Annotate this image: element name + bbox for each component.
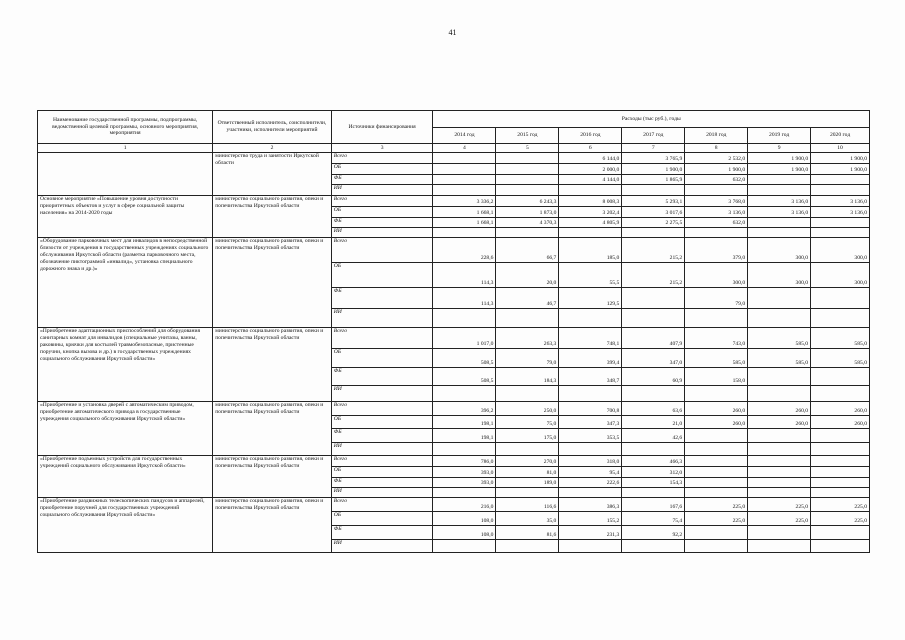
expense-value-cell xyxy=(748,540,811,553)
expense-value-cell xyxy=(748,478,811,488)
expense-value-cell: 1 900,0 xyxy=(811,153,870,164)
expense-value-cell xyxy=(748,309,811,328)
expense-value-cell xyxy=(559,309,622,328)
program-name-cell: «Приобретение подъемных устройств для государственных учреждений социального обслуживания Иркутской области» xyxy=(38,456,213,498)
column-index: 9 xyxy=(748,144,811,153)
expense-value-cell: 46,7 xyxy=(496,288,559,309)
expense-value-cell xyxy=(811,288,870,309)
expense-value-cell xyxy=(811,368,870,386)
expense-value-cell: 225,0 xyxy=(748,512,811,526)
expense-value-cell xyxy=(433,185,496,196)
expense-value-cell: 189,0 xyxy=(496,478,559,488)
funding-source-cell: ОБ xyxy=(331,467,433,478)
expense-value-cell: 260,0 xyxy=(685,416,748,429)
expense-value-cell: 215,2 xyxy=(622,263,685,288)
expense-value-cell: 4 805,9 xyxy=(559,218,622,228)
expense-value-cell: 2 275,5 xyxy=(622,218,685,228)
expense-value-cell xyxy=(622,540,685,553)
header-year-2017: 2017 год xyxy=(622,128,685,144)
expense-value-cell: 114,3 xyxy=(433,263,496,288)
executor-cell: министерство социального развития, опеки и попечительства Иркутской области xyxy=(213,328,332,402)
column-index: 1 xyxy=(38,144,213,153)
expense-value-cell: 3 136,0 xyxy=(748,207,811,218)
executor-cell: министерство социального развития, опеки и попечительства Иркутской области xyxy=(213,456,332,498)
expense-value-cell: 3 765,9 xyxy=(622,153,685,164)
funding-source-cell: ИИ xyxy=(331,540,433,553)
expense-value-cell: 108,0 xyxy=(433,512,496,526)
expense-value-cell: 585,0 xyxy=(811,328,870,349)
table-row xyxy=(38,498,870,512)
funding-source-cell: ИИ xyxy=(331,488,433,498)
expense-value-cell: 95,4 xyxy=(559,467,622,478)
header-program-name: Наименование государственной программы, подпрограммы, ведомственной целевой программы, основного мероприятия, мероприятия xyxy=(38,111,213,144)
expense-value-cell: 108,0 xyxy=(433,526,496,540)
expense-value-cell: 3 136,0 xyxy=(811,196,870,207)
expense-value-cell: 393,0 xyxy=(433,478,496,488)
expense-value-cell xyxy=(685,526,748,540)
expense-value-cell xyxy=(433,488,496,498)
expense-value-cell xyxy=(811,429,870,443)
expense-value-cell: 263,3 xyxy=(496,328,559,349)
expense-value-cell: 175,0 xyxy=(496,429,559,443)
expense-value-cell xyxy=(559,185,622,196)
funding-source-cell: ИИ xyxy=(331,185,433,196)
expense-value-cell: 508,5 xyxy=(433,368,496,386)
expense-value-cell: 158,0 xyxy=(685,368,748,386)
column-index: 3 xyxy=(331,144,433,153)
expense-value-cell: 5 293,1 xyxy=(622,196,685,207)
header-executor: Ответственный исполнитель, соисполнители, участники, исполнители мероприятий xyxy=(213,111,332,144)
expense-value-cell: 228,6 xyxy=(433,238,496,263)
expense-value-cell: 1 900,0 xyxy=(748,164,811,175)
expense-value-cell: 1 873,0 xyxy=(496,207,559,218)
expense-value-cell: 585,0 xyxy=(748,349,811,368)
expense-value-cell xyxy=(433,443,496,456)
funding-source-cell: ФБ xyxy=(331,429,433,443)
expense-value-cell: 198,1 xyxy=(433,416,496,429)
expense-value-cell xyxy=(622,443,685,456)
program-name-cell: «Приобретение раздвижных телескопических пандусов и аппарелей, приобретение поручней для государственных учреждений социального обслуживания Иркутской области» xyxy=(38,498,213,553)
expense-value-cell: 585,0 xyxy=(811,349,870,368)
expense-value-cell xyxy=(811,488,870,498)
expense-value-cell: 260,0 xyxy=(685,402,748,416)
funding-source-cell: ОБ xyxy=(331,207,433,218)
expense-value-cell: 60,9 xyxy=(622,368,685,386)
expense-value-cell: 6 243,3 xyxy=(496,196,559,207)
expense-value-cell: 79,0 xyxy=(496,349,559,368)
funding-source-cell: ИИ xyxy=(331,443,433,456)
expense-value-cell xyxy=(496,488,559,498)
funding-source-cell: ФБ xyxy=(331,175,433,185)
expense-value-cell: 81,6 xyxy=(496,526,559,540)
expense-value-cell: 66,7 xyxy=(496,238,559,263)
expense-value-cell: 225,0 xyxy=(748,498,811,512)
header-funding-source: Источники финансирования xyxy=(331,111,433,144)
expense-value-cell xyxy=(433,540,496,553)
expense-value-cell xyxy=(748,456,811,467)
expense-value-cell: 81,0 xyxy=(496,467,559,478)
funding-source-cell: ИИ xyxy=(331,228,433,238)
funding-source-cell: ФБ xyxy=(331,526,433,540)
funding-source-cell: ИИ xyxy=(331,309,433,328)
expense-value-cell xyxy=(685,488,748,498)
expense-value-cell: 42,6 xyxy=(622,429,685,443)
expense-value-cell xyxy=(685,185,748,196)
expense-value-cell: 260,0 xyxy=(748,402,811,416)
expense-value-cell: 300,0 xyxy=(811,238,870,263)
page-number: 41 xyxy=(448,28,457,37)
expense-value-cell: 114,3 xyxy=(433,288,496,309)
expense-value-cell: 632,0 xyxy=(685,175,748,185)
expense-value-cell: 347,0 xyxy=(622,349,685,368)
expense-value-cell xyxy=(748,429,811,443)
expense-value-cell: 3 017,6 xyxy=(622,207,685,218)
expense-value-cell: 1 668,1 xyxy=(433,218,496,228)
expense-value-cell xyxy=(559,386,622,402)
expense-value-cell: 700,8 xyxy=(559,402,622,416)
expense-value-cell: 167,6 xyxy=(622,498,685,512)
expense-value-cell: 1 865,9 xyxy=(622,175,685,185)
expense-value-cell: 396,2 xyxy=(433,402,496,416)
expense-value-cell: 225,0 xyxy=(811,498,870,512)
expense-value-cell xyxy=(811,218,870,228)
expense-value-cell xyxy=(433,309,496,328)
expense-value-cell: 79,0 xyxy=(685,288,748,309)
expense-value-cell: 386,3 xyxy=(559,498,622,512)
expense-value-cell xyxy=(748,488,811,498)
header-year-2019: 2019 год xyxy=(748,128,811,144)
funding-source-cell: Всего xyxy=(331,153,433,164)
expense-value-cell xyxy=(685,443,748,456)
expense-value-cell xyxy=(496,309,559,328)
column-index: 4 xyxy=(433,144,496,153)
column-index: 6 xyxy=(559,144,622,153)
expense-value-cell xyxy=(559,540,622,553)
header-expenses-group: Расходы (тыс руб.), годы xyxy=(433,111,870,128)
expense-value-cell: 215,2 xyxy=(622,238,685,263)
expense-value-cell xyxy=(748,467,811,478)
expense-value-cell: 21,0 xyxy=(622,416,685,429)
expense-value-cell xyxy=(811,309,870,328)
funding-source-cell: Всего xyxy=(331,456,433,467)
budget-table xyxy=(37,110,870,553)
expense-value-cell xyxy=(622,488,685,498)
expense-value-cell xyxy=(496,443,559,456)
expense-value-cell: 3 136,0 xyxy=(685,207,748,218)
executor-cell: министерство социального развития, опеки и попечительства Иркутской области xyxy=(213,238,332,328)
header-year-2018: 2018 год xyxy=(685,128,748,144)
expense-value-cell: 300,0 xyxy=(748,238,811,263)
expense-value-cell: 508,5 xyxy=(433,349,496,368)
expense-value-cell: 379,0 xyxy=(685,238,748,263)
expense-value-cell xyxy=(496,386,559,402)
funding-source-cell: ОБ xyxy=(331,416,433,429)
funding-source-cell: Всего xyxy=(331,238,433,263)
expense-value-cell: 55,5 xyxy=(559,263,622,288)
expense-value-cell: 6 144,0 xyxy=(559,153,622,164)
expense-value-cell: 129,5 xyxy=(559,288,622,309)
expense-value-cell xyxy=(685,540,748,553)
expense-value-cell: 2 000,0 xyxy=(559,164,622,175)
expense-value-cell: 75,4 xyxy=(622,512,685,526)
funding-source-cell: Всего xyxy=(331,328,433,349)
expense-value-cell: 250,0 xyxy=(496,402,559,416)
expense-value-cell: 260,0 xyxy=(748,416,811,429)
table-row xyxy=(38,456,870,467)
expense-value-cell xyxy=(748,185,811,196)
expense-value-cell xyxy=(685,228,748,238)
program-name-cell: «Оборудование парковочных мест для инвалидов в непосредственной близости от учреждения в государственных учреждениях социального обслуживания Иркутской области (разметка парковочного места, обозначение пиктограммой «инвалид», установка специального дорожного знака и др.)» xyxy=(38,238,213,328)
column-index: 10 xyxy=(811,144,870,153)
expense-value-cell xyxy=(811,443,870,456)
expense-value-cell xyxy=(685,386,748,402)
expense-value-cell xyxy=(811,175,870,185)
expense-value-cell xyxy=(622,228,685,238)
expense-value-cell: 1 668,1 xyxy=(433,207,496,218)
expense-value-cell xyxy=(433,164,496,175)
expense-value-cell: 198,1 xyxy=(433,429,496,443)
funding-source-cell: ФБ xyxy=(331,288,433,309)
expense-value-cell xyxy=(622,309,685,328)
expense-value-cell xyxy=(559,488,622,498)
expense-value-cell: 185,0 xyxy=(559,238,622,263)
funding-source-cell: ИИ xyxy=(331,386,433,402)
program-name-cell: Основное мероприятие «Повышение уровня доступности приоритетных объектов и услуг в сфере социальной защиты населения» на 2014-2020 годы xyxy=(38,196,213,238)
header-year-2014: 2014 год xyxy=(433,128,496,144)
expense-value-cell: 225,0 xyxy=(685,512,748,526)
expense-value-cell xyxy=(748,368,811,386)
funding-source-cell: ФБ xyxy=(331,478,433,488)
expense-value-cell: 260,0 xyxy=(811,402,870,416)
expense-value-cell xyxy=(496,185,559,196)
expense-value-cell: 347,3 xyxy=(559,416,622,429)
expense-value-cell xyxy=(748,526,811,540)
expense-value-cell: 318,0 xyxy=(559,456,622,467)
program-name-cell: «Приобретение адаптационных приспособлений для оборудования санитарных комнат для инвалидов (специальные унитазы, ванны, раковины, крючки для костылей травмобезопасные, пристенные поручни, кнопка вызова и др.) в государственных учреждениях социального обслуживания Иркутской области» xyxy=(38,328,213,402)
expense-value-cell xyxy=(748,228,811,238)
expense-value-cell: 312,0 xyxy=(622,467,685,478)
column-index: 7 xyxy=(622,144,685,153)
expense-value-cell xyxy=(433,153,496,164)
expense-value-cell xyxy=(622,185,685,196)
expense-value-cell xyxy=(496,228,559,238)
expense-value-cell xyxy=(496,153,559,164)
expense-value-cell: 585,0 xyxy=(685,349,748,368)
program-name-cell: «Приобретение и установка дверей с автоматическим приводом, приобретение автоматического привода в государственные учреждения социального обслуживания Иркутской области» xyxy=(38,402,213,456)
expense-value-cell xyxy=(748,218,811,228)
expense-value-cell: 225,0 xyxy=(685,498,748,512)
expense-value-cell: 92,2 xyxy=(622,526,685,540)
expense-value-cell: 3 202,4 xyxy=(559,207,622,218)
column-index: 5 xyxy=(496,144,559,153)
expense-value-cell: 300,0 xyxy=(748,263,811,288)
expense-value-cell xyxy=(811,456,870,467)
funding-source-cell: ОБ xyxy=(331,263,433,288)
expense-value-cell xyxy=(811,478,870,488)
expense-value-cell: 184,3 xyxy=(496,368,559,386)
column-index: 8 xyxy=(685,144,748,153)
expense-value-cell: 399,4 xyxy=(559,349,622,368)
expense-value-cell: 35,0 xyxy=(496,512,559,526)
expense-value-cell: 3 768,0 xyxy=(685,196,748,207)
column-index: 2 xyxy=(213,144,332,153)
expense-value-cell xyxy=(685,309,748,328)
expense-value-cell: 632,0 xyxy=(685,218,748,228)
funding-source-cell: ФБ xyxy=(331,368,433,386)
expense-value-cell: 260,0 xyxy=(811,416,870,429)
expense-value-cell: 585,0 xyxy=(748,328,811,349)
executor-cell: министерство социального развития, опеки и попечительства Иркутской области xyxy=(213,402,332,456)
expense-value-cell: 3 136,0 xyxy=(811,207,870,218)
header-year-2015: 2015 год xyxy=(496,128,559,144)
expense-value-cell xyxy=(496,175,559,185)
expense-value-cell: 154,3 xyxy=(622,478,685,488)
expense-value-cell: 20,0 xyxy=(496,263,559,288)
funding-source-cell: ОБ xyxy=(331,512,433,526)
expense-value-cell: 748,1 xyxy=(559,328,622,349)
expense-value-cell: 786,0 xyxy=(433,456,496,467)
funding-source-cell: ФБ xyxy=(331,218,433,228)
expense-value-cell xyxy=(559,228,622,238)
expense-value-cell xyxy=(685,478,748,488)
expense-value-cell: 63,6 xyxy=(622,402,685,416)
table-row xyxy=(38,153,870,164)
expense-value-cell: 270,0 xyxy=(496,456,559,467)
executor-cell: министерство социального развития, опеки и попечительства Иркутской области xyxy=(213,196,332,238)
expense-value-cell: 1 017,0 xyxy=(433,328,496,349)
expense-value-cell xyxy=(748,386,811,402)
expense-value-cell: 743,0 xyxy=(685,328,748,349)
expense-value-cell: 222,6 xyxy=(559,478,622,488)
expense-value-cell xyxy=(433,386,496,402)
expense-value-cell xyxy=(685,429,748,443)
expense-value-cell: 216,0 xyxy=(433,498,496,512)
table-row xyxy=(38,328,870,349)
table-row xyxy=(38,238,870,263)
expense-value-cell: 466,3 xyxy=(622,456,685,467)
expense-value-cell: 3 136,0 xyxy=(748,196,811,207)
expense-value-cell xyxy=(685,456,748,467)
program-name-cell xyxy=(38,153,213,196)
expense-value-cell: 348,7 xyxy=(559,368,622,386)
expense-value-cell: 2 532,0 xyxy=(685,153,748,164)
expense-value-cell: 1 900,0 xyxy=(685,164,748,175)
expense-value-cell: 225,0 xyxy=(811,512,870,526)
expense-value-cell: 116,6 xyxy=(496,498,559,512)
expense-value-cell: 1 900,0 xyxy=(622,164,685,175)
expense-value-cell xyxy=(559,443,622,456)
expense-value-cell xyxy=(811,526,870,540)
column-index-row xyxy=(38,144,870,153)
expense-value-cell: 300,0 xyxy=(685,263,748,288)
expense-value-cell xyxy=(622,386,685,402)
table-row xyxy=(38,196,870,207)
expense-value-cell xyxy=(811,467,870,478)
expense-value-cell: 1 900,0 xyxy=(748,153,811,164)
expense-value-cell: 231,3 xyxy=(559,526,622,540)
expense-value-cell xyxy=(811,228,870,238)
expense-value-cell xyxy=(811,185,870,196)
funding-source-cell: Всего xyxy=(331,402,433,416)
header-year-2020: 2020 год xyxy=(811,128,870,144)
expense-value-cell xyxy=(748,288,811,309)
header-year-2016: 2016 год xyxy=(559,128,622,144)
expense-value-cell: 300,0 xyxy=(811,263,870,288)
expense-value-cell xyxy=(748,175,811,185)
expense-value-cell xyxy=(433,175,496,185)
expense-value-cell xyxy=(496,164,559,175)
expense-value-cell xyxy=(433,228,496,238)
expense-value-cell: 407,9 xyxy=(622,328,685,349)
table-row xyxy=(38,402,870,416)
expense-value-cell: 353,5 xyxy=(559,429,622,443)
expense-value-cell xyxy=(685,467,748,478)
expense-value-cell xyxy=(622,288,685,309)
funding-source-cell: ОБ xyxy=(331,349,433,368)
table-body xyxy=(38,153,870,553)
expense-value-cell: 155,2 xyxy=(559,512,622,526)
funding-source-cell: Всего xyxy=(331,196,433,207)
expense-value-cell: 3 336,2 xyxy=(433,196,496,207)
expense-value-cell xyxy=(811,386,870,402)
executor-cell: министерство труда и занятости Иркутской области xyxy=(213,153,332,196)
expense-value-cell xyxy=(496,540,559,553)
funding-source-cell: Всего xyxy=(331,498,433,512)
expense-value-cell: 4 144,0 xyxy=(559,175,622,185)
expense-value-cell: 1 900,0 xyxy=(811,164,870,175)
executor-cell: министерство социального развития, опеки и попечительства Иркутской области xyxy=(213,498,332,553)
expense-value-cell: 4 370,3 xyxy=(496,218,559,228)
expense-value-cell xyxy=(748,443,811,456)
funding-source-cell: ОБ xyxy=(331,164,433,175)
expense-value-cell: 393,0 xyxy=(433,467,496,478)
expense-value-cell: 8 008,3 xyxy=(559,196,622,207)
expense-value-cell: 75,0 xyxy=(496,416,559,429)
expense-value-cell xyxy=(811,540,870,553)
